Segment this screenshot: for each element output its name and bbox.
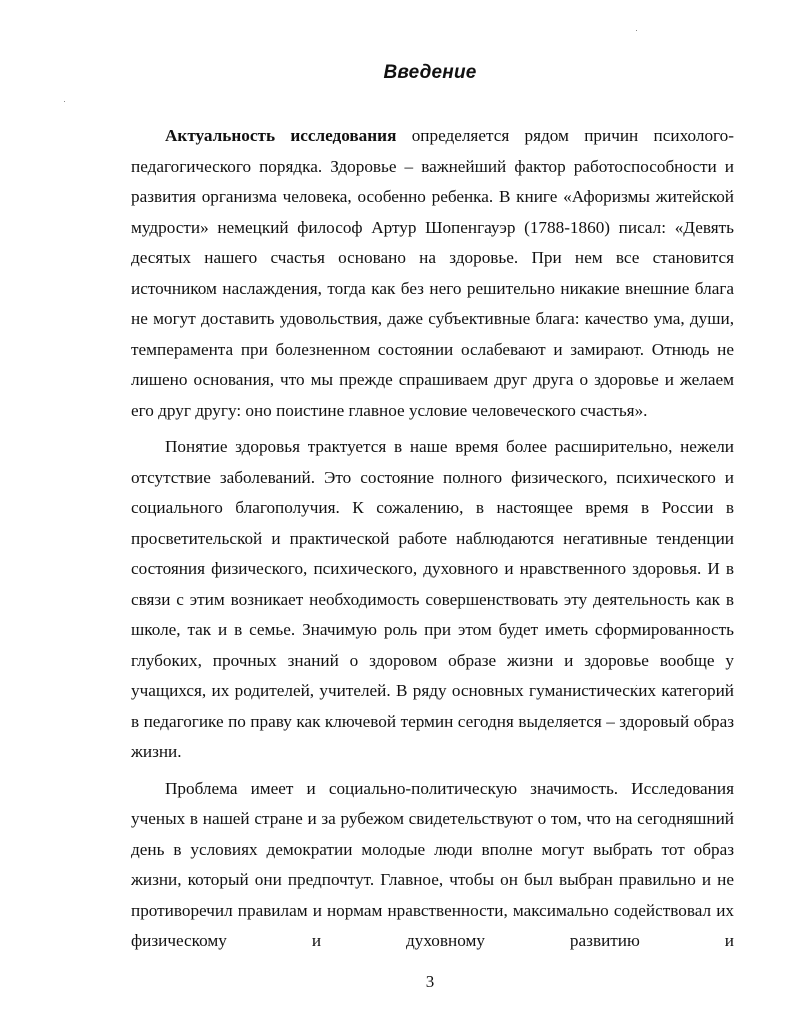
paragraph-social-significance [131,774,734,957]
page-title: Введение [383,62,477,83]
paragraph-text: Понятие здоровья трактуется в наше время более расширительно, нежели отсутствие заболеваний. Это состояние полного физического, психического и социального благополучия. К сожалению, в настоящее время в России в просветительской и практической работе наблюдаются негативные тенденции состояния физического, психического, духовного и нравственного здоровья. И в связи с этим возникает необходимость совершенствовать эту деятельность как в школе, так и в семье. Значимую роль при этом будет иметь сформированность глубоких, прочных знаний о здоровом образе жизни и здоровье вообще у учащихся, их родителей, учителей. В ряду основных гуманистических категорий в педагогике по праву как ключевой термин сегодня выделяется – здоровый образ жизни. [131,437,734,761]
paragraph-health-concept [131,432,734,768]
paragraph-text: Проблема имеет и социально-политическую значимость. Исследования ученых в нашей стране и за рубежом свидетельствуют о том, что на сегодняшний день в условиях демократии молодые люди вполне могут выбрать тот образ жизни, который они предпочтут. Главное, чтобы он был выбран правильно и не противоречил правилам и нормам нравственности, максимально содействовал их физическому и духовному развитию и [131,778,734,950]
paragraph-text: определяется рядом причин психолого-педагогического порядка. Здоровье – важнейший фактор работоспособности и развития организма человека, особенно ребенка. В книге «Афоризмы житейской мудрости» немецкий философ Артур Шопенгауэр (1788-1860) писал: «Девять десятых нашего счастья основано на здоровье. При нем все становится источником наслаждения, тогда как без него решительно никакие внешние блага не могут доставить удовольствия, даже субъективные блага: качество ума, души, темперамента при болезненном состоянии ослабевают и замирают. Отнюдь не лишено основания, что мы прежде спрашиваем друг друга о здоровье и желаем его друг другу: оно поистине главное условие человеческого счастья». [131,126,734,420]
scan-speck [636,30,637,31]
document-body [131,121,734,957]
scan-speck [64,101,65,102]
paragraph-lead: Актуальность исследования [165,126,397,145]
page-number: 3 [425,972,435,991]
paragraph-relevance [131,121,734,426]
